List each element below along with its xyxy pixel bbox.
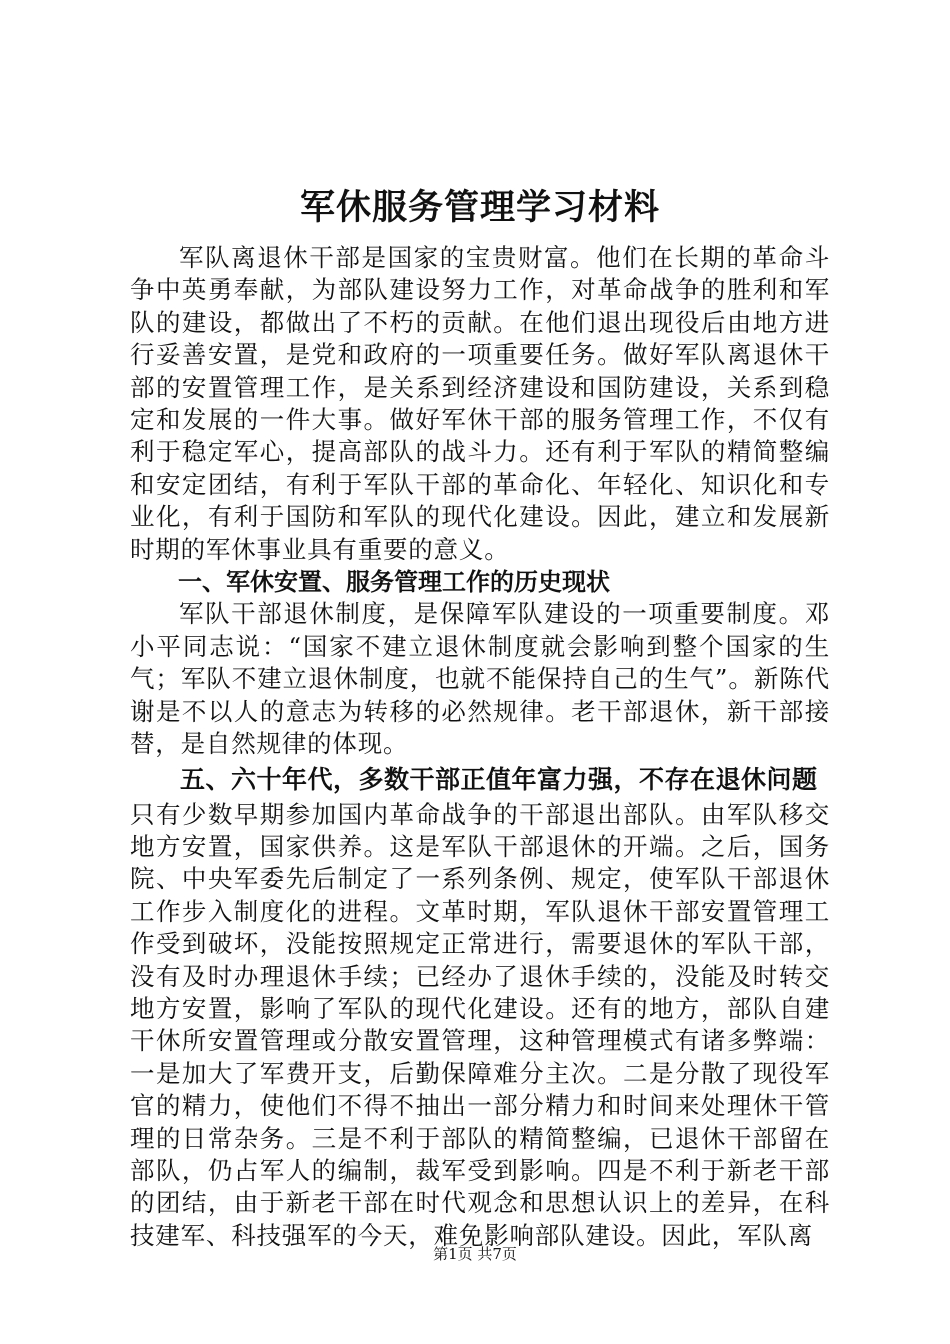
page-number-footer: 第1页 共7页	[433, 1245, 517, 1263]
document-page	[130, 180, 830, 1252]
section-1-paragraph: 军队干部退休制度，是保障军队建设的一项重要制度。邓小平同志说：“国家不建立退休制度就会影响到整个国家的生气；军队不建立退休制度，也就不能保持自己的生气”。新陈代谢是不以人的意志为转移的必然规律。老干部退休，新干部接替，是自然规律的体现。	[130, 599, 830, 759]
document-title: 军休服务管理学习材料	[299, 188, 660, 228]
section-1-heading: 一、军休安置、服务管理工作的历史现状	[178, 568, 610, 597]
section-5-heading: 五、六十年代，多数干部正值年富力强，不存在退休问题	[180, 764, 818, 794]
intro-paragraph: 军队离退休干部是国家的宝贵财富。他们在长期的革命斗争中英勇奉献，为部队建设努力工作，对革命战争的胜利和军队的建设，都做出了不朽的贡献。在他们退出现役后由地方进行妥善安置，是党和政府的一项重要任务。做好军队离退休干部的安置管理工作，是关系到经济建设和国防建设，关系到稳定和发展的一件大事。做好军休干部的服务管理工作，不仅有利于稳定军心，提高部队的战斗力。还有利于军队的精简整编和安定团结，有利于军队干部的革命化、年轻化、知识化和专业化，有利于国防和军队的现代化建设。因此，建立和发展新时期的军休事业具有重要的意义。	[130, 243, 830, 564]
section-5-paragraph: 只有少数早期参加国内革命战争的干部退出部队。由军队移交地方安置，国家供养。这是军队干部退休的开端。之后，国务院、中央军委先后制定了一系列条例、规定，使军队干部退休工作步入制度化的进程。文革时期，军队退休干部安置管理工作受到破坏，没能按照规定正常进行，需要退休的军队干部，没有及时办理退休手续；已经办了退休手续的，没能及时转交地方安置，影响了军队的现代化建设。还有的地方，部队自建干休所安置管理或分散安置管理，这种管理模式有诸多弊端：一是加大了军费开支，后勤保障难分主次。二是分散了现役军官的精力，使他们不得不抽出一部分精力和时间来处理休干管理的日常杂务。三是不利于部队的精简整编，已退休干部留在部队，仍占军人的编制，裁军受到影响。四是不利于新老干部的团结，由于新老干部在时代观念和思想认识上的差异，在科技建军、科技强军的今天，难免影响部队建设。因此，军队离	[130, 799, 830, 1250]
